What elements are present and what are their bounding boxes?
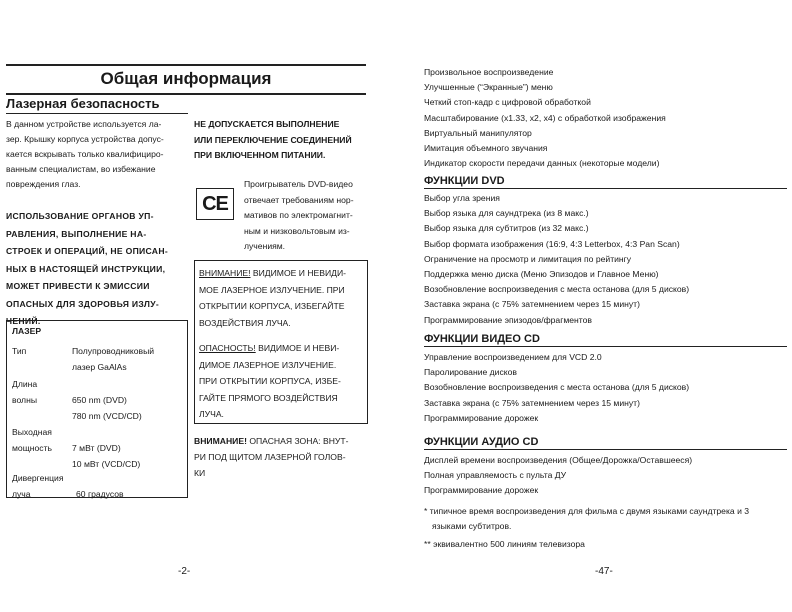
zone-label: ВНИМАНИЕ!: [194, 436, 247, 446]
danger-label: ОПАСНОСТЬ!: [199, 343, 256, 353]
laser-type-label: Тип: [12, 346, 27, 356]
vcd-features-list: [424, 350, 689, 426]
text-line: ОПАСНЫХ ДЛЯ ЗДОРОВЬЯ ИЗЛУ-: [6, 298, 160, 309]
text-line: ванным специалистам, во избежание: [6, 164, 156, 174]
text-line: НЫХ В НАСТОЯЩЕЙ ИНСТРУКЦИИ,: [6, 263, 166, 274]
attention-warning: [199, 265, 365, 331]
text-line: ИСПОЛЬЗОВАНИЕ ОРГАНОВ УП-: [6, 211, 154, 221]
text-line: ДИМОЕ ЛАЗЕРНОЕ ИЗЛУЧЕНИЕ.: [199, 359, 337, 370]
laser-power-label: мощность: [12, 443, 52, 453]
text-line: ПРИ ВКЛЮЧЕННОМ ПИТАНИИ.: [194, 150, 326, 160]
connection-warning: [194, 117, 366, 164]
section-title-vcd: ФУНКЦИИ ВИДЕО CD: [424, 333, 787, 347]
laser-wavelength-label: Длина: [12, 379, 38, 389]
text-line: ЛУЧА.: [199, 409, 224, 419]
list-item: Программирование дорожек: [424, 485, 539, 496]
attention-label: ВНИМАНИЕ!: [199, 268, 251, 278]
list-item: Возобновление воспроизведения с места останова (для 5 дисков): [424, 382, 690, 393]
text-line: отвечает требованиям нор-: [244, 194, 354, 205]
laser-type-value: Полупроводниковый: [72, 346, 155, 356]
text-line: ОТКРЫТИИ КОРПУСА, ИЗБЕГАЙТЕ: [199, 301, 345, 311]
list-item: Четкий стоп-кадр с цифровой обработкой: [424, 97, 591, 108]
footnote-2: ** эквивалентно 500 линиям телевизора: [424, 539, 585, 549]
dvd-features-list: [424, 191, 689, 328]
laser-divergence-label: Дивергенция: [12, 473, 64, 483]
text-line: кается вскрывать только квалифициро-: [6, 149, 164, 159]
list-item: Управление воспроизведением для VCD 2.0: [424, 352, 602, 362]
laser-power-label: Выходная: [12, 427, 52, 437]
laser-power-value: 7 мВт (DVD): [72, 443, 121, 453]
page-title: Общая информация: [6, 64, 366, 95]
list-item: Программирование эпизодов/фрагментов: [424, 314, 592, 325]
list-item: Выбор угла зрения: [424, 193, 500, 203]
laser-divergence-label: луча: [12, 489, 31, 499]
text-line: СТРОЕК И ОПЕРАЦИЙ, НЕ ОПИСАН-: [6, 246, 168, 256]
list-item: Масштабирование (x1.33, x2, x4) с обработкой изображения: [424, 112, 666, 123]
list-item: Программирование дорожек: [424, 412, 539, 423]
ce-compliance-text: [244, 177, 369, 255]
text-line: МОЕ ЛАЗЕРНОЕ ИЗЛУЧЕНИЕ. ПРИ: [199, 284, 345, 295]
list-item: Улучшенные (“Экранные”) меню: [424, 82, 553, 93]
danger-warning: [199, 340, 365, 423]
danger-zone-warning: [194, 433, 366, 481]
list-item: Виртуальный манипулятор: [424, 127, 532, 138]
text-line: ЧЕНИЙ.: [6, 316, 41, 326]
list-item: Паролирование дисков: [424, 367, 517, 378]
text-line: мативов по электромагнит-: [244, 210, 353, 220]
section-title-audio-cd: ФУНКЦИИ АУДИО CD: [424, 436, 787, 450]
page-number-left: -2-: [178, 566, 191, 577]
audio-cd-features-list: [424, 453, 692, 499]
list-item: Выбор формата изображения (16:9, 4:3 Letterbox, 4:3 Pan Scan): [424, 238, 680, 249]
text-line: ным и низковольтовым из-: [244, 225, 350, 236]
general-features-list: [424, 65, 666, 171]
list-item: Возобновление воспроизведения с места останова (для 5 дисков): [424, 284, 690, 295]
laser-wavelength-value: 650 nm (DVD): [72, 395, 127, 405]
laser-power-value: 10 мВт (VCD/CD): [72, 459, 141, 469]
text-line: ПРИ ОТКРЫТИИ КОРПУСА, ИЗБЕ-: [199, 376, 341, 386]
text-line: ВОЗДЕЙСТВИЯ ЛУЧА.: [199, 317, 291, 328]
ce-mark-icon: CE: [196, 188, 234, 220]
text-line: ГАЙТЕ ПРЯМОГО ВОЗДЕЙСТВИЯ: [199, 392, 338, 403]
list-item: Выбор языка для саундтрека (из 8 макс.): [424, 208, 589, 219]
text-line: ВИДИМОЕ И НЕВИ-: [255, 343, 340, 353]
text-line: ИЛИ ПЕРЕКЛЮЧЕНИЕ СОЕДИНЕНИЙ: [194, 134, 352, 145]
text-line: КИ: [194, 468, 206, 478]
text-line: НЕ ДОПУСКАЕТСЯ ВЫПОЛНЕНИЕ: [194, 119, 340, 129]
laser-wavelength-value: 780 nm (VCD/CD): [72, 411, 142, 421]
text-line: РАВЛЕНИЯ, ВЫПОЛНЕНИЕ НА-: [6, 228, 147, 239]
list-item: Заставка экрана (с 75% затемнением через 15 минут): [424, 397, 640, 408]
text-line: МОЖЕТ ПРИВЕСТИ К ЭМИССИИ: [6, 281, 150, 291]
list-item: Дисплей времени воспроизведения (Общее/Дорожка/Оставшееся): [424, 455, 693, 465]
text-line: лучениям.: [244, 241, 286, 251]
list-item: Имитация объемного звучания: [424, 143, 548, 154]
list-item: Индикатор скорости передачи данных (некоторые модели): [424, 158, 660, 169]
text-line: В данном устройстве используется ла-: [6, 119, 162, 129]
text-line: зер. Крышку корпуса устройства допус-: [6, 134, 164, 144]
text-line: языками субтитров.: [432, 521, 512, 531]
text-line: повреждения глаз.: [6, 179, 81, 189]
laser-spec-title: ЛАЗЕР: [12, 326, 42, 336]
list-item: Поддержка меню диска (Меню Эпизодов и Главное Меню): [424, 269, 659, 280]
text-line: * типичное время воспроизведения для фильма с двумя языками саундтрека и 3: [424, 506, 750, 516]
text-line: ОПАСНАЯ ЗОНА: ВНУТ-: [246, 436, 349, 446]
footnote-1: [424, 504, 790, 534]
list-item: Выбор языка для субтитров (из 32 макс.): [424, 223, 589, 234]
laser-type-value: лазер GaAlAs: [72, 362, 127, 372]
text-line: ВИДИМОЕ И НЕВИДИ-: [250, 268, 347, 278]
text-line: РИ ПОД ЩИТОМ ЛАЗЕРНОЙ ГОЛОВ-: [194, 452, 346, 462]
intro-paragraph: [6, 117, 184, 192]
warning-paragraph: [6, 208, 184, 331]
list-item: Полная управляемость с пульта ДУ: [424, 470, 567, 481]
section-title-laser-safety: Лазерная безопасность: [6, 96, 188, 114]
page-number-right: -47-: [595, 566, 613, 577]
laser-divergence-value: 60 градусов: [76, 489, 124, 499]
section-title-dvd: ФУНКЦИИ DVD: [424, 175, 787, 189]
list-item: Произвольное воспроизведение: [424, 67, 554, 77]
text-line: Проигрыватель DVD-видео: [244, 179, 353, 189]
list-item: Ограничение на просмотр и лимитация по рейтингу: [424, 253, 632, 264]
list-item: Заставка экрана (с 75% затемнением через 15 минут): [424, 299, 640, 310]
laser-wavelength-label: волны: [12, 395, 37, 405]
